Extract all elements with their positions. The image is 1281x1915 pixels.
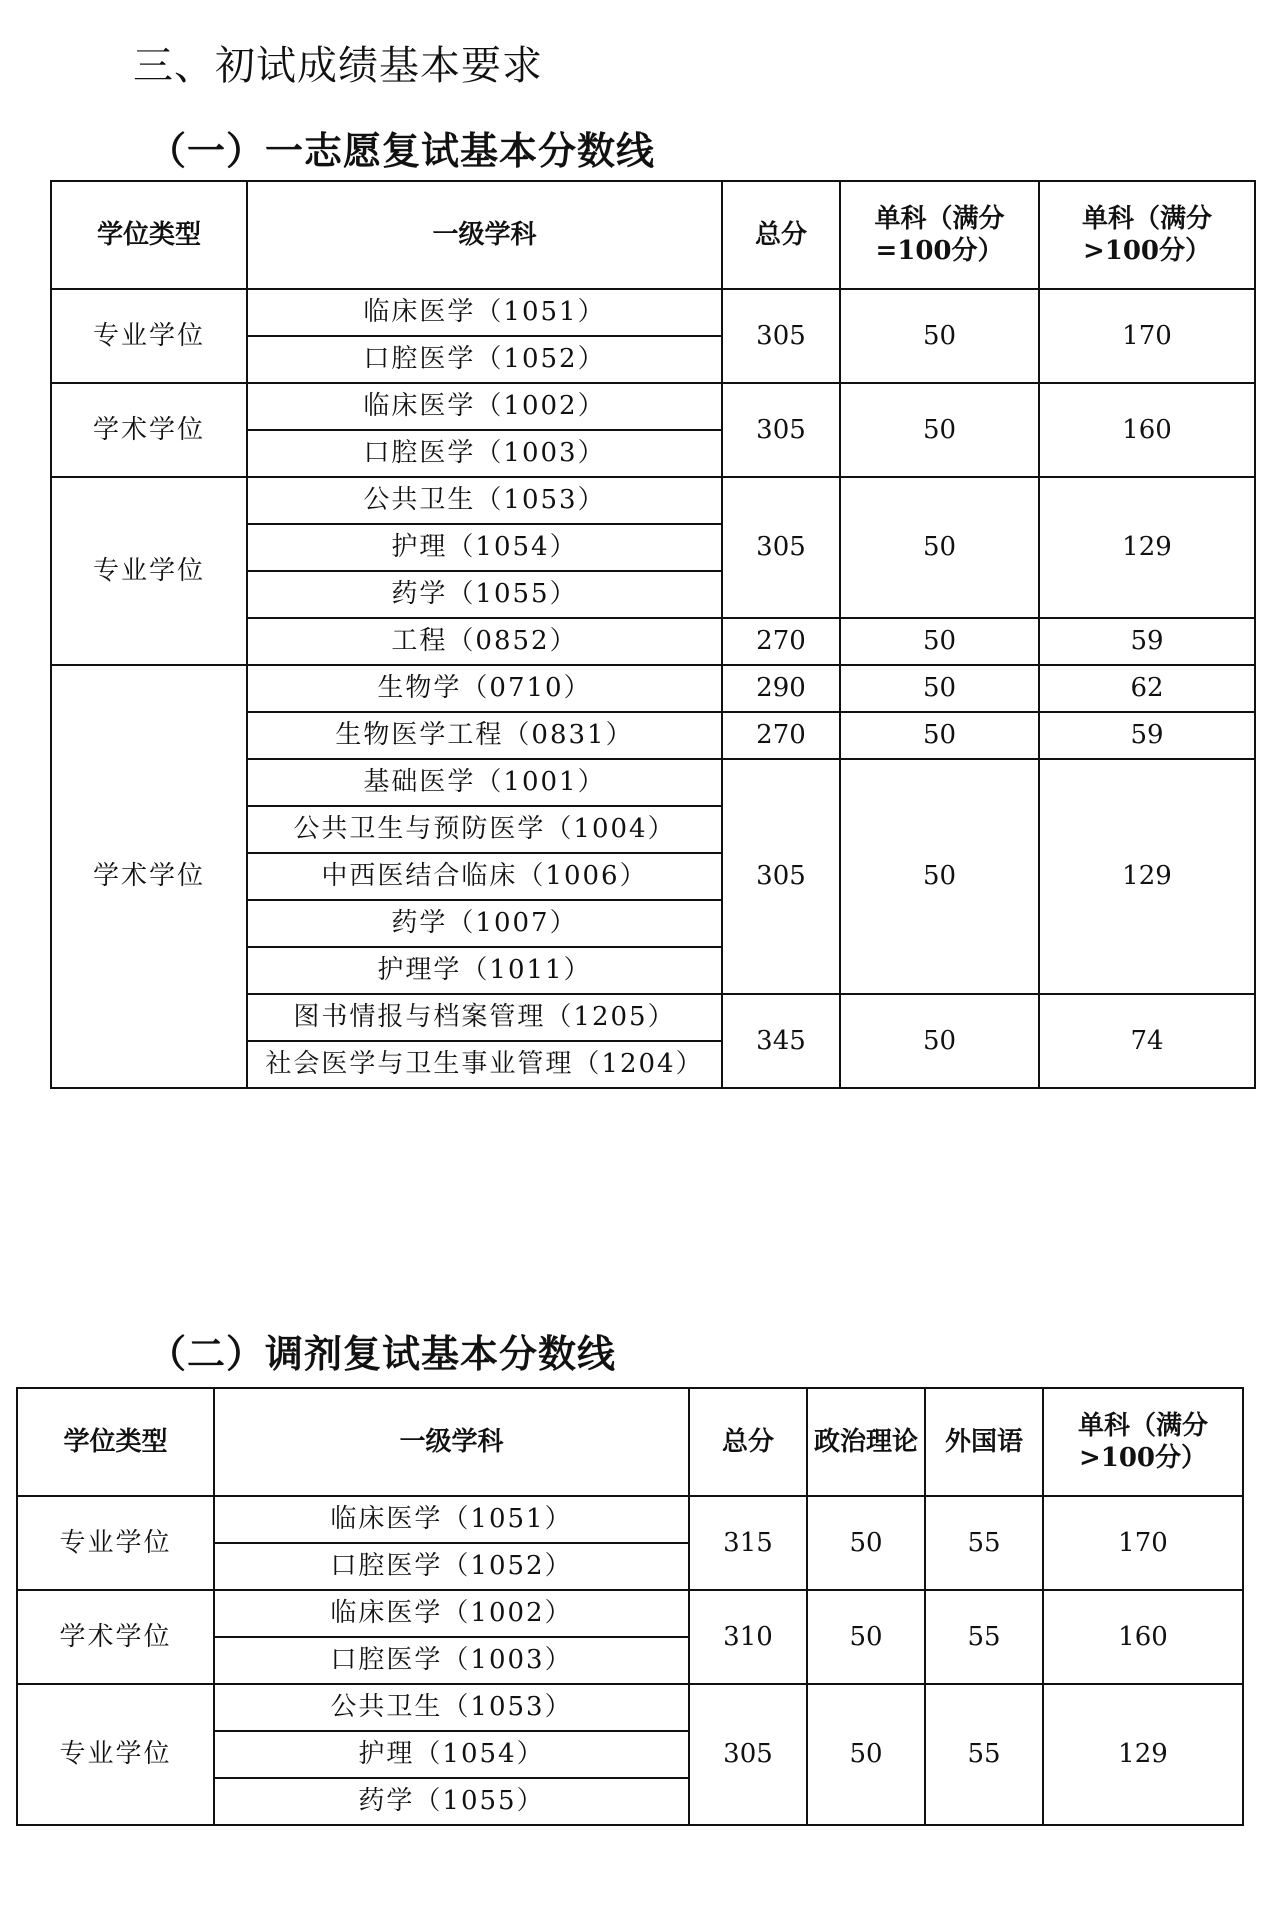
- discipline-cell: 口腔医学（1003）: [247, 430, 722, 477]
- politics-cell: 50: [807, 1590, 925, 1684]
- header-foreign-language: 外国语: [925, 1388, 1043, 1496]
- table-row: [51, 383, 1255, 430]
- first-choice-score-table: [50, 180, 1256, 1089]
- discipline-cell: 口腔医学（1052）: [214, 1543, 689, 1590]
- single-gt100-cell: 62: [1039, 665, 1255, 712]
- total-score-cell: 305: [722, 289, 840, 383]
- header-single-100: 单科（满分=100分）: [840, 181, 1039, 289]
- discipline-cell: 护理（1054）: [247, 524, 722, 571]
- total-score-cell: 270: [722, 712, 840, 759]
- politics-cell: 50: [807, 1684, 925, 1825]
- discipline-cell: 公共卫生与预防医学（1004）: [247, 806, 722, 853]
- single-gt100-cell: 59: [1039, 712, 1255, 759]
- single-gt100-cell: 129: [1039, 477, 1255, 618]
- table-row: [51, 665, 1255, 712]
- single-100-cell: 50: [840, 477, 1039, 618]
- header-total: 总分: [689, 1388, 807, 1496]
- discipline-cell: 临床医学（1002）: [214, 1590, 689, 1637]
- total-score-cell: 305: [722, 477, 840, 618]
- table-row: [17, 1590, 1243, 1637]
- table1-header-row: [51, 181, 1255, 289]
- total-score-cell: 345: [722, 994, 840, 1088]
- total-score-cell: 290: [722, 665, 840, 712]
- header-politics: 政治理论: [807, 1388, 925, 1496]
- table-row: [17, 1684, 1243, 1731]
- foreign-language-cell: 55: [925, 1684, 1043, 1825]
- total-score-cell: 315: [689, 1496, 807, 1590]
- table2-header-row: [17, 1388, 1243, 1496]
- single-gt100-cell: 160: [1043, 1590, 1243, 1684]
- discipline-cell: 药学（1007）: [247, 900, 722, 947]
- degree-type-cell: 专业学位: [17, 1496, 214, 1590]
- degree-type-cell: 学术学位: [51, 665, 247, 1088]
- discipline-cell: 中西医结合临床（1006）: [247, 853, 722, 900]
- table-row: [17, 1496, 1243, 1543]
- single-100-cell: 50: [840, 618, 1039, 665]
- total-score-cell: 305: [722, 759, 840, 994]
- discipline-cell: 药学（1055）: [214, 1778, 689, 1825]
- table-row: [51, 477, 1255, 524]
- table2-title: （二）调剂复试基本分数线: [148, 1331, 617, 1376]
- total-score-cell: 305: [689, 1684, 807, 1825]
- single-100-cell: 50: [840, 712, 1039, 759]
- discipline-cell: 口腔医学（1052）: [247, 336, 722, 383]
- single-100-cell: 50: [840, 383, 1039, 477]
- header-single-gt100: 单科（满分>100分）: [1043, 1388, 1243, 1496]
- discipline-cell: 临床医学（1051）: [214, 1496, 689, 1543]
- header-total: 总分: [722, 181, 840, 289]
- degree-type-cell: 学术学位: [51, 383, 247, 477]
- discipline-cell: 护理（1054）: [214, 1731, 689, 1778]
- table1-title: （一）一志愿复试基本分数线: [148, 128, 656, 173]
- discipline-cell: 临床医学（1002）: [247, 383, 722, 430]
- discipline-cell: 图书情报与档案管理（1205）: [247, 994, 722, 1041]
- table-row: [51, 289, 1255, 336]
- discipline-cell: 生物学（0710）: [247, 665, 722, 712]
- discipline-cell: 工程（0852）: [247, 618, 722, 665]
- single-gt100-cell: 129: [1039, 759, 1255, 994]
- single-100-cell: 50: [840, 289, 1039, 383]
- adjustment-score-table: [16, 1387, 1244, 1826]
- discipline-cell: 临床医学（1051）: [247, 289, 722, 336]
- politics-cell: 50: [807, 1496, 925, 1590]
- degree-type-cell: 专业学位: [51, 289, 247, 383]
- single-gt100-cell: 59: [1039, 618, 1255, 665]
- single-gt100-cell: 160: [1039, 383, 1255, 477]
- header-discipline: 一级学科: [214, 1388, 689, 1496]
- header-degree-type: 学位类型: [17, 1388, 214, 1496]
- single-100-cell: 50: [840, 994, 1039, 1088]
- discipline-cell: 社会医学与卫生事业管理（1204）: [247, 1041, 722, 1088]
- degree-type-cell: 专业学位: [17, 1684, 214, 1825]
- single-gt100-cell: 170: [1039, 289, 1255, 383]
- total-score-cell: 270: [722, 618, 840, 665]
- section-title: 三、初试成绩基本要求: [133, 43, 543, 89]
- degree-type-cell: 专业学位: [51, 477, 247, 665]
- single-100-cell: 50: [840, 665, 1039, 712]
- header-degree-type: 学位类型: [51, 181, 247, 289]
- header-single-gt100: 单科（满分>100分）: [1039, 181, 1255, 289]
- single-gt100-cell: 129: [1043, 1684, 1243, 1825]
- single-gt100-cell: 170: [1043, 1496, 1243, 1590]
- header-discipline: 一级学科: [247, 181, 722, 289]
- discipline-cell: 公共卫生（1053）: [247, 477, 722, 524]
- single-gt100-cell: 74: [1039, 994, 1255, 1088]
- discipline-cell: 公共卫生（1053）: [214, 1684, 689, 1731]
- discipline-cell: 生物医学工程（0831）: [247, 712, 722, 759]
- single-100-cell: 50: [840, 759, 1039, 994]
- degree-type-cell: 学术学位: [17, 1590, 214, 1684]
- total-score-cell: 305: [722, 383, 840, 477]
- discipline-cell: 护理学（1011）: [247, 947, 722, 994]
- discipline-cell: 口腔医学（1003）: [214, 1637, 689, 1684]
- foreign-language-cell: 55: [925, 1590, 1043, 1684]
- foreign-language-cell: 55: [925, 1496, 1043, 1590]
- discipline-cell: 基础医学（1001）: [247, 759, 722, 806]
- discipline-cell: 药学（1055）: [247, 571, 722, 618]
- total-score-cell: 310: [689, 1590, 807, 1684]
